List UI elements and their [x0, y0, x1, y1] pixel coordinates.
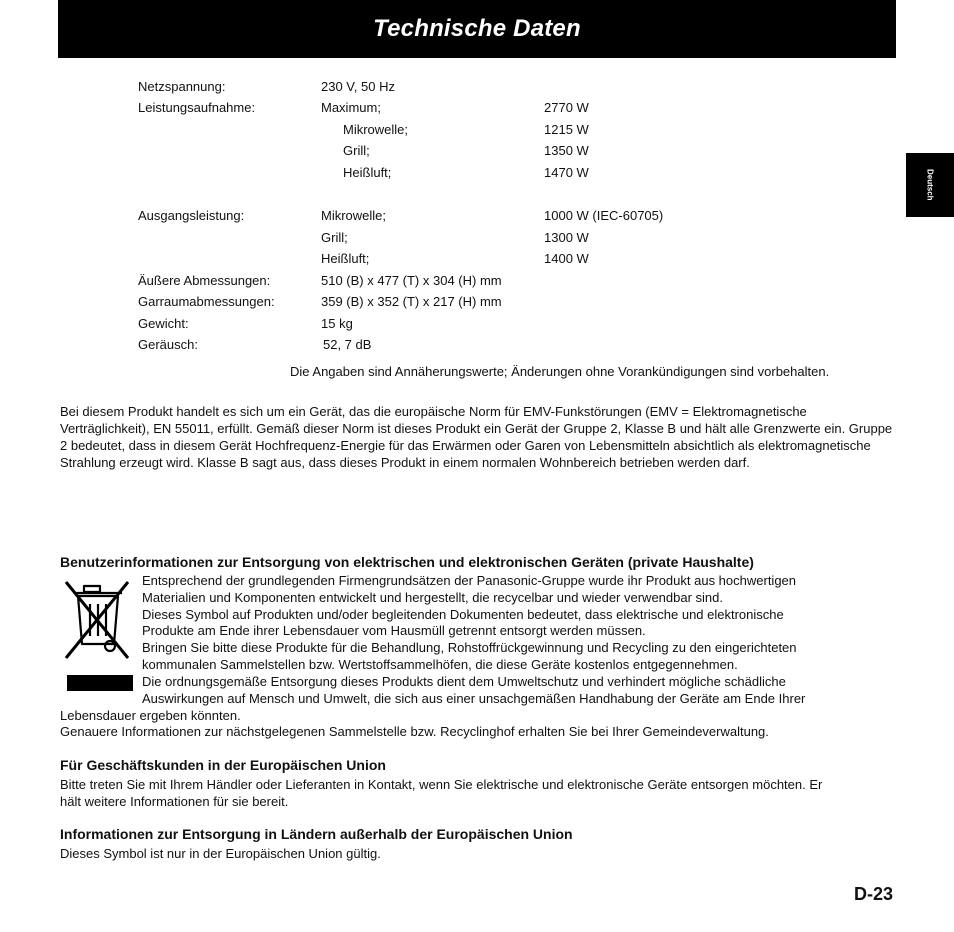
spec-value2: 1300 W — [544, 230, 589, 245]
spec-value: Grill; — [321, 230, 348, 245]
outside-eu-text: Dieses Symbol ist nur in der Europäischen Union gültig. — [60, 846, 381, 861]
spec-value2: 1000 W (IEC-60705) — [544, 208, 664, 223]
disposal-line: Bringen Sie bitte diese Produkte für die Behandlung, Rohstoffrückgewinnung und Recycling zu den eingerichteten — [142, 640, 797, 655]
spec-value: 15 kg — [321, 316, 353, 331]
language-tab — [906, 153, 954, 217]
page-number: D-23 — [854, 884, 894, 904]
disposal-line: kommunalen Sammelstellen bzw. Wertstoffsammelhöfen, die diese Geräte kostenlos entgegennehmen. — [142, 657, 738, 672]
spec-value2: 1350 W — [544, 143, 589, 158]
spec-value2: 1400 W — [544, 251, 589, 266]
spec-value: 359 (B) x 352 (T) x 217 (H) mm — [321, 294, 502, 309]
spec-value: Heißluft; — [343, 165, 392, 180]
disposal-heading: Benutzerinformationen zur Entsorgung von elektrischen und elektronischen Geräten (private Haushalte) — [60, 554, 754, 570]
spec-value: Grill; — [343, 143, 370, 158]
spec-value: 230 V, 50 Hz — [321, 79, 395, 94]
bin-underline-bar — [67, 675, 133, 691]
crossed-out-wheeled-bin-icon — [62, 576, 132, 676]
spec-label: Gewicht: — [138, 316, 189, 331]
disposal-line: Dieses Symbol auf Produkten und/oder begleitenden Dokumenten bedeutet, dass elektrische und elektronische — [142, 607, 784, 622]
disposal-line: Produkte am Ende ihrer Lebensdauer vom Hausmüll getrennt entsorgt werden müssen. — [142, 623, 646, 638]
spec-label: Netzspannung: — [138, 79, 226, 94]
outside-eu-heading: Informationen zur Entsorgung in Ländern außerhalb der Europäischen Union — [60, 826, 573, 842]
business-heading: Für Geschäftskunden in der Europäischen Union — [60, 757, 386, 773]
business-line: Bitte treten Sie mit Ihrem Händler oder Lieferanten in Kontakt, wenn Sie elektrische und elektronische Geräte entsorgen möchten. Er — [60, 777, 823, 792]
disposal-line: Die ordnungsgemäße Entsorgung dieses Produkts dient dem Umweltschutz und verhindert mögliche schädliche — [142, 674, 786, 689]
spec-value: Mikrowelle; — [343, 122, 409, 137]
language-tab-label: Deutsch — [925, 169, 935, 201]
specs-note: Die Angaben sind Annäherungswerte; Änderungen ohne Vorankündigungen sind vorbehalten. — [290, 364, 830, 379]
disposal-line: Auswirkungen auf Mensch und Umwelt, die sich aus einer unsachgemäßen Handhabung der Geräte am Ende Ihrer — [142, 691, 806, 706]
spec-label: Geräusch: — [138, 337, 198, 352]
disposal-line: Genauere Informationen zur nächstgelegenen Sammelstelle bzw. Recyclinghof erhalten Sie bei Ihrer Gemeindeverwaltung. — [60, 724, 769, 739]
page-title: Technische Daten — [373, 15, 581, 42]
spec-label: Äußere Abmessungen: — [138, 273, 271, 288]
disposal-line: Entsprechend der grundlegenden Firmengrundsätzen der Panasonic-Gruppe wurde ihr Produkt aus hochwertigen — [142, 573, 797, 588]
spec-value: Mikrowelle; — [321, 208, 387, 223]
spec-value: Maximum; — [321, 100, 381, 115]
emv-paragraph: Bei diesem Produkt handelt es sich um ein Gerät, das die europäische Norm für EMV-Funkstörungen (EMV = Elektromagnetische Verträglichkeit), EN 55011, erfüllt. Gemäß dieser Norm ist dieses Produkt ein Gerät der Gruppe 2, Klasse B und hält alle Grenzwerte ein. Gruppe 2 bedeutet, dass in diesem Gerät Hochfrequenz-Energie für das Erwärmen oder Garen von Lebensmitteln absichtlich als elektromagnetische Strahlung erzeugt wird. Klasse B sagt aus, dass dieses Produkt in einem normalen Wohnbereich betrieben werden darf. — [60, 404, 893, 470]
spec-value: Heißluft; — [321, 251, 370, 266]
spec-label: Garraumabmessungen: — [138, 294, 275, 309]
business-line: hält weitere Informationen für sie bereit. — [60, 794, 289, 809]
spec-value2: 2770 W — [544, 100, 589, 115]
disposal-line: Materialien und Komponenten entwickelt und hergestellt, die recycelbar und wieder verwendbar sind. — [142, 590, 724, 605]
spec-value2: 1470 W — [544, 165, 589, 180]
header-bar — [58, 0, 896, 58]
spec-label: Leistungsaufnahme: — [138, 100, 256, 115]
spec-value: 510 (B) x 477 (T) x 304 (H) mm — [321, 273, 502, 288]
disposal-line: Lebensdauer ergeben könnten. — [60, 708, 241, 723]
spec-value: 52, 7 dB — [323, 337, 372, 352]
spec-value2: 1215 W — [544, 122, 589, 137]
spec-label: Ausgangsleistung: — [138, 208, 245, 223]
